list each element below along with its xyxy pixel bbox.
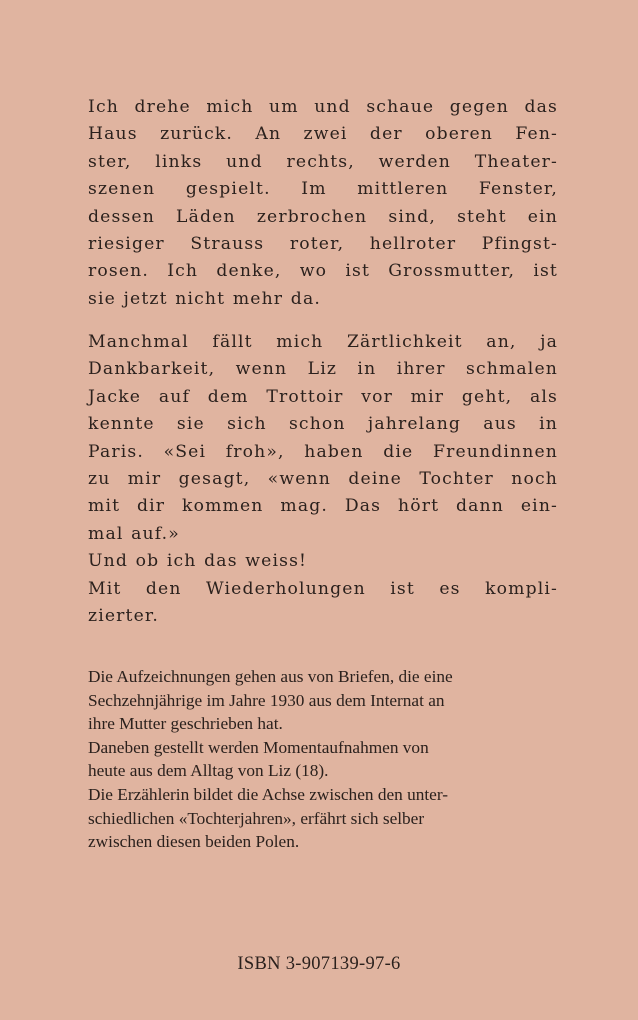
excerpt-line: sie jetzt nicht mehr da. — [88, 288, 321, 309]
description-line: zwischen diesen beiden Polen. — [88, 832, 300, 852]
excerpt-line: mal auf.» — [88, 523, 180, 544]
excerpt-line: mit dir kommen mag. Das hört dann ein- — [88, 496, 558, 517]
excerpt-line: Dankbarkeit, wenn Liz in ihrer schmalen — [88, 359, 558, 380]
excerpt-line: Mit den Wiederholungen ist es kompli- — [88, 578, 558, 599]
excerpt-line: Manchmal fällt mich Zärtlichkeit an, ja — [88, 332, 558, 352]
description-line: Sechzehnjährige im Jahre 1930 aus dem Internat an — [88, 690, 445, 710]
description-line: Die Erzählerin bildet die Achse zwischen den unter- — [88, 784, 449, 804]
excerpt-line: ster, links und rechts, werden Theater- — [88, 151, 558, 172]
excerpt-line: zu mir gesagt, «wenn deine Tochter noch — [88, 469, 558, 490]
description-line: heute aus dem Alltag von Liz (18). — [88, 761, 329, 781]
description-line: schiedlichen «Tochterjahren», erfährt sich selber — [88, 808, 425, 828]
description-line: ihre Mutter geschrieben hat. — [88, 714, 283, 734]
description-line: Die Aufzeichnungen gehen aus von Briefen, die eine — [88, 667, 453, 686]
excerpt-line: Und ob ich das weiss! — [88, 551, 308, 572]
description-line: Daneben gestellt werden Momentaufnahmen von — [88, 737, 429, 757]
excerpt-line: kennte sie sich schon jahrelang aus in — [88, 414, 558, 435]
excerpt-line: Haus zurück. An zwei der oberen Fen- — [88, 124, 558, 145]
excerpt-line: Ich drehe mich um und schaue gegen das — [88, 97, 558, 117]
excerpt-line: Jacke auf dem Trottoir vor mir geht, als — [88, 386, 558, 407]
excerpt-line: riesiger Strauss roter, hellroter Pfingst- — [88, 234, 558, 255]
excerpt-line: szenen gespielt. Im mittleren Fenster, — [88, 179, 558, 200]
excerpt-line: rosen. Ich denke, wo ist Grossmutter, ist — [88, 261, 558, 282]
book-description — [88, 665, 558, 854]
excerpt-paragraph-2 — [88, 329, 558, 630]
isbn-number: ISBN 3-907139-97-6 — [237, 954, 401, 974]
excerpt-line: dessen Läden zerbrochen sind, steht ein — [88, 206, 558, 227]
excerpt-line: Paris. «Sei froh», haben die Freundinnen — [88, 441, 558, 462]
excerpt-paragraph-1 — [88, 94, 558, 313]
excerpt-line: zierter. — [88, 606, 160, 627]
